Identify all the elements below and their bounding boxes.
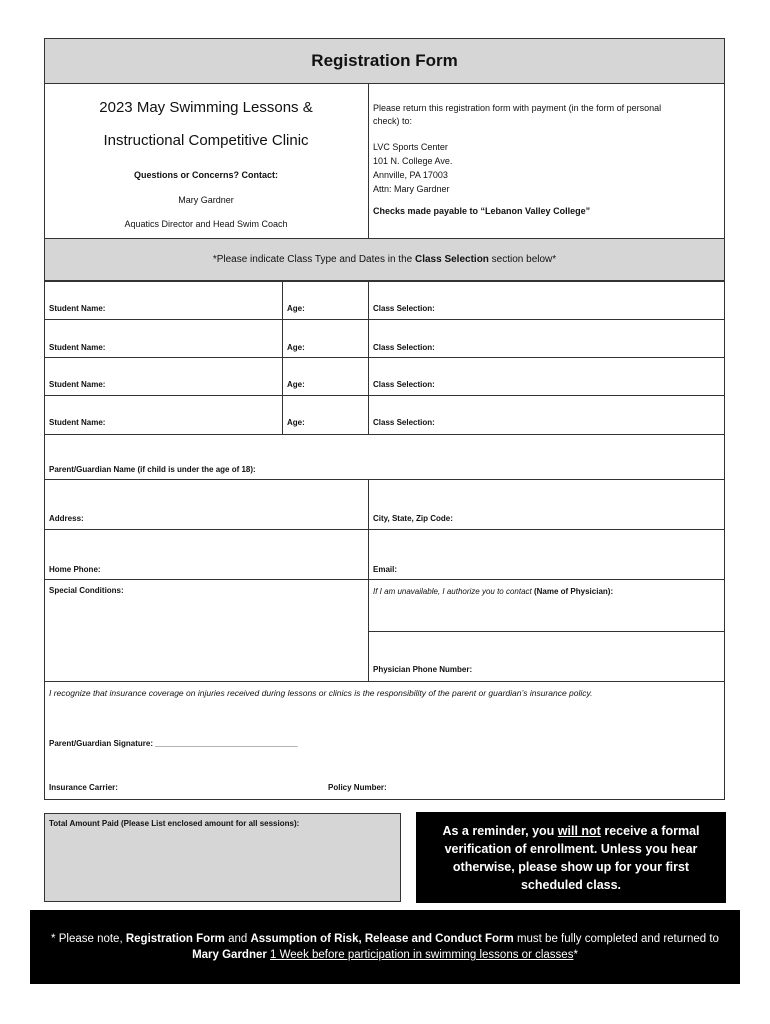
student-name-label: Student Name: bbox=[49, 343, 106, 352]
physician-divider bbox=[368, 631, 725, 632]
email-label: Email: bbox=[373, 565, 398, 574]
student-row-4[interactable] bbox=[44, 395, 725, 435]
notice-text: *Please indicate Class Type and Dates in the Class Selection section below* bbox=[212, 254, 557, 265]
policy-number-label: Policy Number: bbox=[328, 783, 387, 792]
parent-guardian-label: Parent/Guardian Name (if child is under the age of 18): bbox=[49, 465, 256, 474]
insurance-statement: I recognize that insurance coverage on injuries received during lessons or clinics is the responsibility of the parent or guardian’s insurance policy. bbox=[49, 688, 593, 698]
checks-note: Checks made payable to “Lebanon Valley College” bbox=[373, 206, 591, 216]
age-label: Age: bbox=[287, 380, 305, 389]
city-state-zip-label: City, State, Zip Code: bbox=[373, 514, 453, 523]
class-selection-label: Class Selection: bbox=[373, 304, 435, 313]
mailing-address bbox=[373, 140, 452, 196]
address-line4: Attn: Mary Gardner bbox=[373, 184, 450, 194]
payment-instruction-line1: Please return this registration form with payment (in the form of personal bbox=[373, 103, 662, 113]
address-line3: Annville, PA 17003 bbox=[373, 170, 448, 180]
address-line1: LVC Sports Center bbox=[373, 142, 448, 152]
page-title: Registration Form bbox=[311, 51, 458, 70]
class-selection-label: Class Selection: bbox=[373, 418, 435, 427]
student-col-divider-1 bbox=[282, 281, 283, 435]
contact-label: Questions or Concerns? Contact: bbox=[133, 170, 278, 180]
notice-bar bbox=[44, 238, 725, 281]
student-name-label: Student Name: bbox=[49, 418, 106, 427]
address-label: Address: bbox=[49, 514, 84, 523]
student-col-divider-2 bbox=[368, 281, 369, 435]
student-name-label: Student Name: bbox=[49, 380, 106, 389]
physician-phone-label: Physician Phone Number: bbox=[373, 665, 473, 674]
class-selection-label: Class Selection: bbox=[373, 380, 435, 389]
physician-contact-label: If I am unavailable, I authorize you to contact (Name of Physician): bbox=[373, 587, 614, 596]
payment-instructions bbox=[373, 102, 661, 128]
age-label: Age: bbox=[287, 418, 305, 427]
age-label: Age: bbox=[287, 343, 305, 352]
contact-name: Mary Gardner bbox=[178, 195, 234, 205]
footer-note: * Please note, Registration Form and Assumption of Risk, Release and Conduct Form must be fully completed and returned to Mary Gardner 1 Week before participation in swimming lessons or classes* bbox=[51, 933, 719, 961]
student-row-3[interactable] bbox=[44, 357, 725, 396]
home-phone-label: Home Phone: bbox=[49, 565, 101, 574]
event-title bbox=[44, 91, 368, 157]
signature-line[interactable]: Parent/Guardian Signature: ________________________________ bbox=[49, 739, 298, 748]
student-row-1[interactable] bbox=[44, 281, 725, 320]
contact-role: Aquatics Director and Head Swim Coach bbox=[124, 219, 288, 229]
age-label: Age: bbox=[287, 304, 305, 313]
title-bar bbox=[44, 38, 725, 84]
class-selection-label: Class Selection: bbox=[373, 343, 435, 352]
student-name-label: Student Name: bbox=[49, 304, 106, 313]
event-title-line1: 2023 May Swimming Lessons & bbox=[99, 99, 313, 116]
total-paid-label: Total Amount Paid (Please List enclosed amount for all sessions): bbox=[49, 819, 300, 828]
reminder-text: As a reminder, you will not receive a formal verification of enrollment. Unless you hear otherwise, please show up for your first scheduled class. bbox=[442, 823, 700, 892]
reminder-box bbox=[416, 812, 726, 903]
special-conditions-label: Special Conditions: bbox=[49, 586, 124, 595]
address-line2: 101 N. College Ave. bbox=[373, 156, 453, 166]
info-divider bbox=[368, 83, 369, 239]
event-title-line2: Instructional Competitive Clinic bbox=[103, 132, 309, 149]
insurance-carrier-label: Insurance Carrier: bbox=[49, 783, 118, 792]
student-row-2[interactable] bbox=[44, 319, 725, 358]
footer-bar bbox=[30, 910, 740, 984]
payment-instruction-line2: check) to: bbox=[373, 116, 413, 126]
